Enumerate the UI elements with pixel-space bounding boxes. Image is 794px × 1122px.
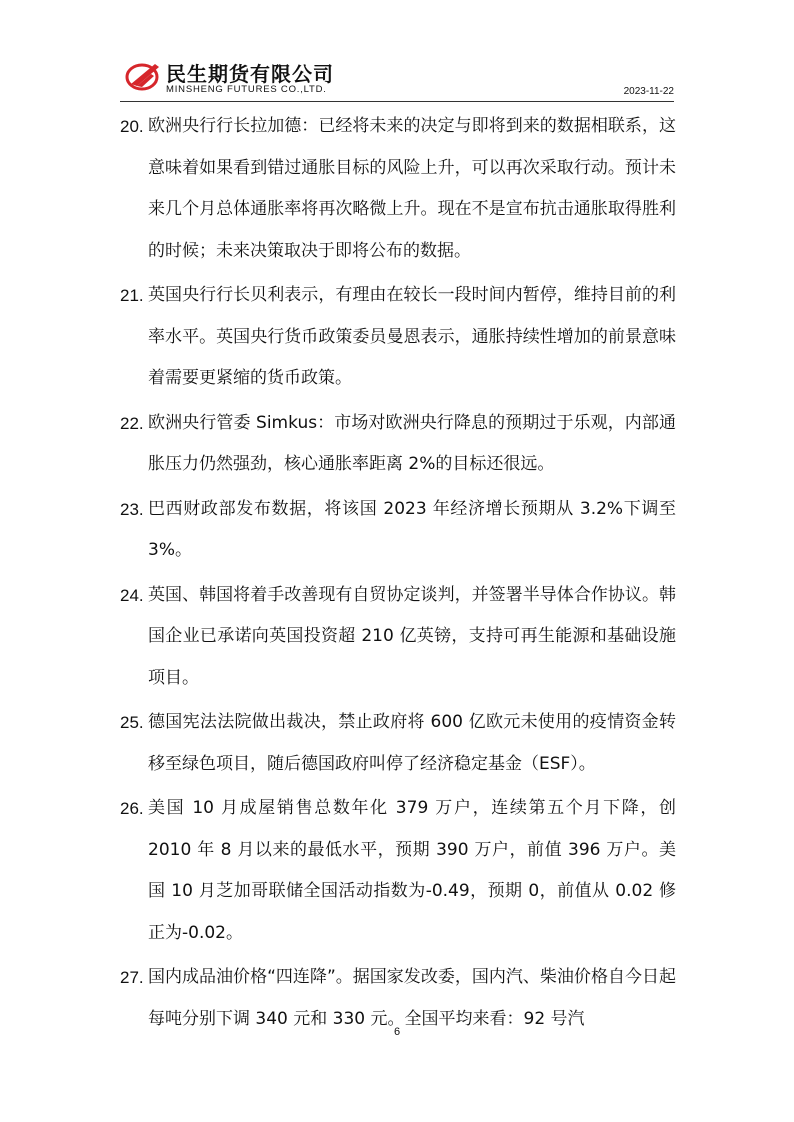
company-name-cn: 民生期货有限公司 (166, 62, 334, 86)
page-number: 6 (393, 1026, 401, 1038)
list-item (120, 702, 676, 785)
list-item (120, 275, 676, 400)
list-item (120, 788, 676, 954)
header-divider (120, 101, 674, 102)
item-text: 欧洲央行管委 Simkus：市场对欧洲央行降息的预期过于乐观，内部通胀压力仍然强劲，核心通胀率距离 2%的目标还很远。 (148, 412, 676, 474)
item-text: 英国、韩国将着手改善现有自贸协定谈判，并签署半导体合作协议。韩国企业已承诺向英国投资超 210 亿英镑，支持可再生能源和基础设施项目。 (148, 584, 676, 688)
list-item (120, 575, 676, 700)
minsheng-logo-icon (125, 58, 163, 92)
item-number: 27. (120, 968, 144, 987)
item-number: 23. (120, 499, 144, 519)
item-number: 26. (120, 799, 144, 818)
item-number: 20. (120, 117, 144, 136)
list-item (120, 489, 676, 572)
company-logo (120, 54, 380, 100)
report-date: 2023-11-22 (623, 86, 674, 97)
item-text: 德国宪法法院做出裁决，禁止政府将 600 亿欧元未使用的疫情资金转移至绿色项目，随后德国政府叫停了经济稳定基金（ESF）。 (148, 712, 676, 774)
list-item (120, 403, 676, 486)
item-number: 22. (120, 413, 144, 433)
item-text: 美国 10 月成屋销售总数年化 379 万户，连续第五个月下降，创 2010 年 8 月以来的最低水平，预期 390 万户，前值 396 万户。美国 10 月芝加哥联储全国活动指数为-0.49，预期 0，前值从 0.02 修正为-0.02。 (148, 798, 676, 943)
item-number: 24. (120, 585, 144, 605)
list-item (120, 106, 676, 272)
item-number: 25. (120, 713, 144, 732)
item-text: 欧洲央行行长拉加德：已经将未来的决定与即将到来的数据相联系，这意味着如果看到错过通胀目标的风险上升，可以再次采取行动。预计未来几个月总体通胀率将再次略微上升。现在不是宣布抗击通胀取得胜利的时候；未来决策取决于即将公布的数据。 (148, 116, 676, 261)
item-text: 国内成品油价格“四连降”。据国家发改委，国内汽、柴油价格自今日起每吨分别下调 340 元和 330 元。全国平均来看：92 号汽 (148, 967, 676, 1029)
news-list (120, 106, 676, 1043)
item-text: 巴西财政部发布数据，将该国 2023 年经济增长预期从 3.2%下调至 3%。 (148, 498, 676, 560)
item-number: 21. (120, 286, 144, 305)
page-header (120, 52, 674, 102)
company-name-en: MINSHENG FUTURES CO.,LTD. (166, 84, 327, 95)
item-text: 英国央行行长贝利表示，有理由在较长一段时间内暂停，维持目前的利率水平。英国央行货币政策委员曼恩表示，通胀持续性增加的前景意味着需要更紧缩的货币政策。 (148, 285, 676, 388)
